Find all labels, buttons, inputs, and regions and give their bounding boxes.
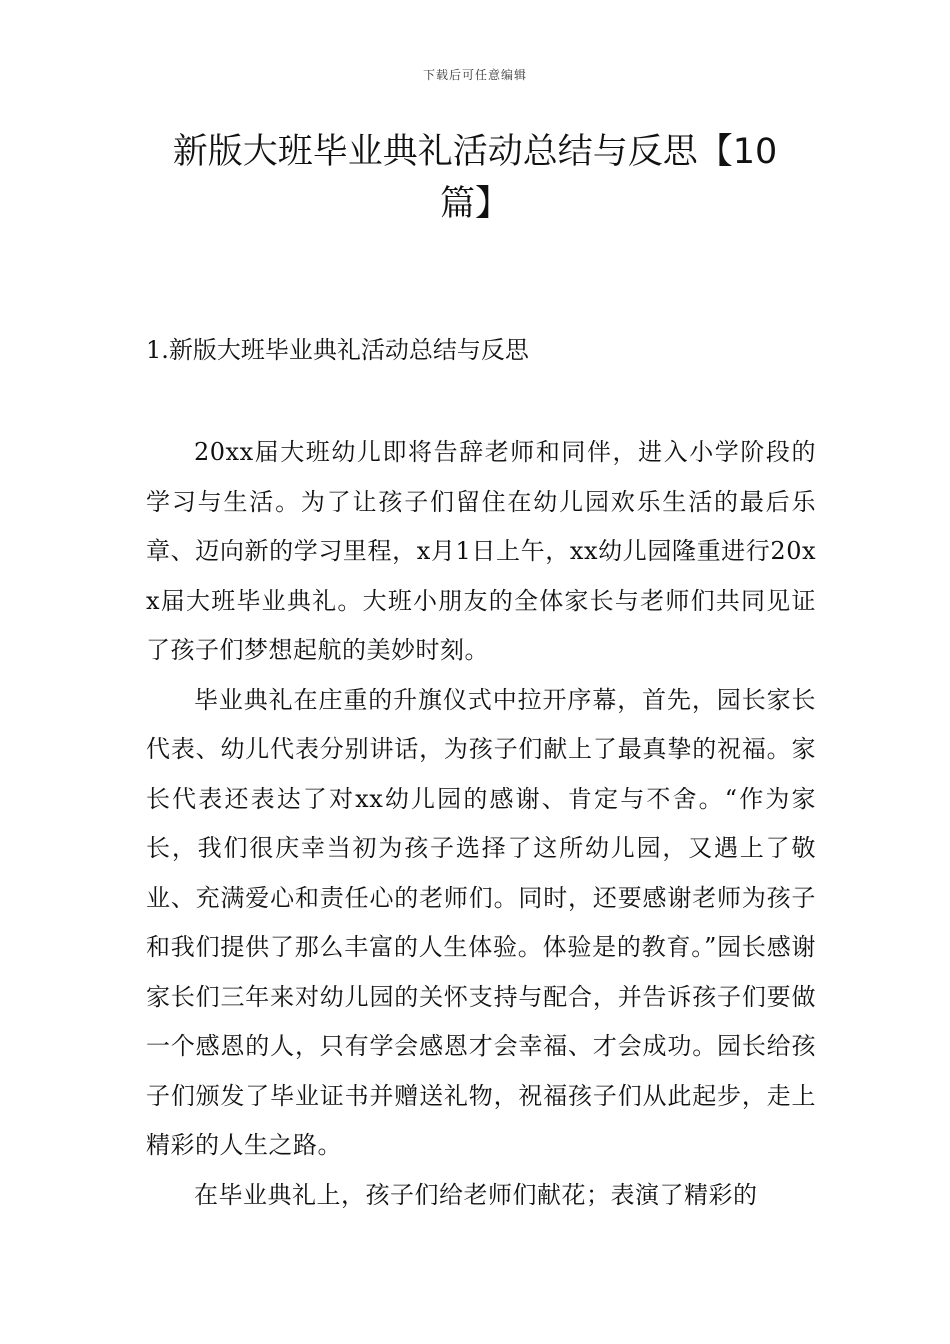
download-note: 下载后可任意编辑: [422, 68, 527, 82]
paragraph: 20xx届大班幼儿即将告辞老师和同伴，进入小学阶段的学习与生活。为了让孩子们留住在幼儿园欢乐生活的最后乐章、迈向新的学习里程，x月1日上午，xx幼儿园隆重进行20xx届大班毕业典礼。大班小朋友的全体家长与老师们共同见证了孩子们梦想起航的美妙时刻。: [146, 438, 816, 664]
paragraph: 在毕业典礼上，孩子们给老师们献花；表演了精彩的: [194, 1180, 758, 1209]
document-body: [146, 428, 816, 1220]
section-heading: 1.新版大班毕业典礼活动总结与反思: [146, 336, 529, 364]
document-title: 新版大班毕业典礼活动总结与反思【10篇】: [172, 132, 778, 224]
paragraph: 毕业典礼在庄重的升旗仪式中拉开序幕，首先，园长家长代表、幼儿代表分别讲话，为孩子们献上了最真挚的祝福。家长代表还表达了对xx幼儿园的感谢、肯定与不舍。“作为家长，我们很庆幸当初为孩子选择了这所幼儿园，又遇上了敬业、充满爱心和责任心的老师们。同时，还要感谢老师为孩子和我们提供了那么丰富的人生体验。体验是的教育。”园长感谢家长们三年来对幼儿园的关怀支持与配合，并告诉孩子们要做一个感恩的人，只有学会感恩才会幸福、才会成功。园长给孩子们颁发了毕业证书并赠送礼物，祝福孩子们从此起步，走上精彩的人生之路。: [146, 685, 816, 1159]
